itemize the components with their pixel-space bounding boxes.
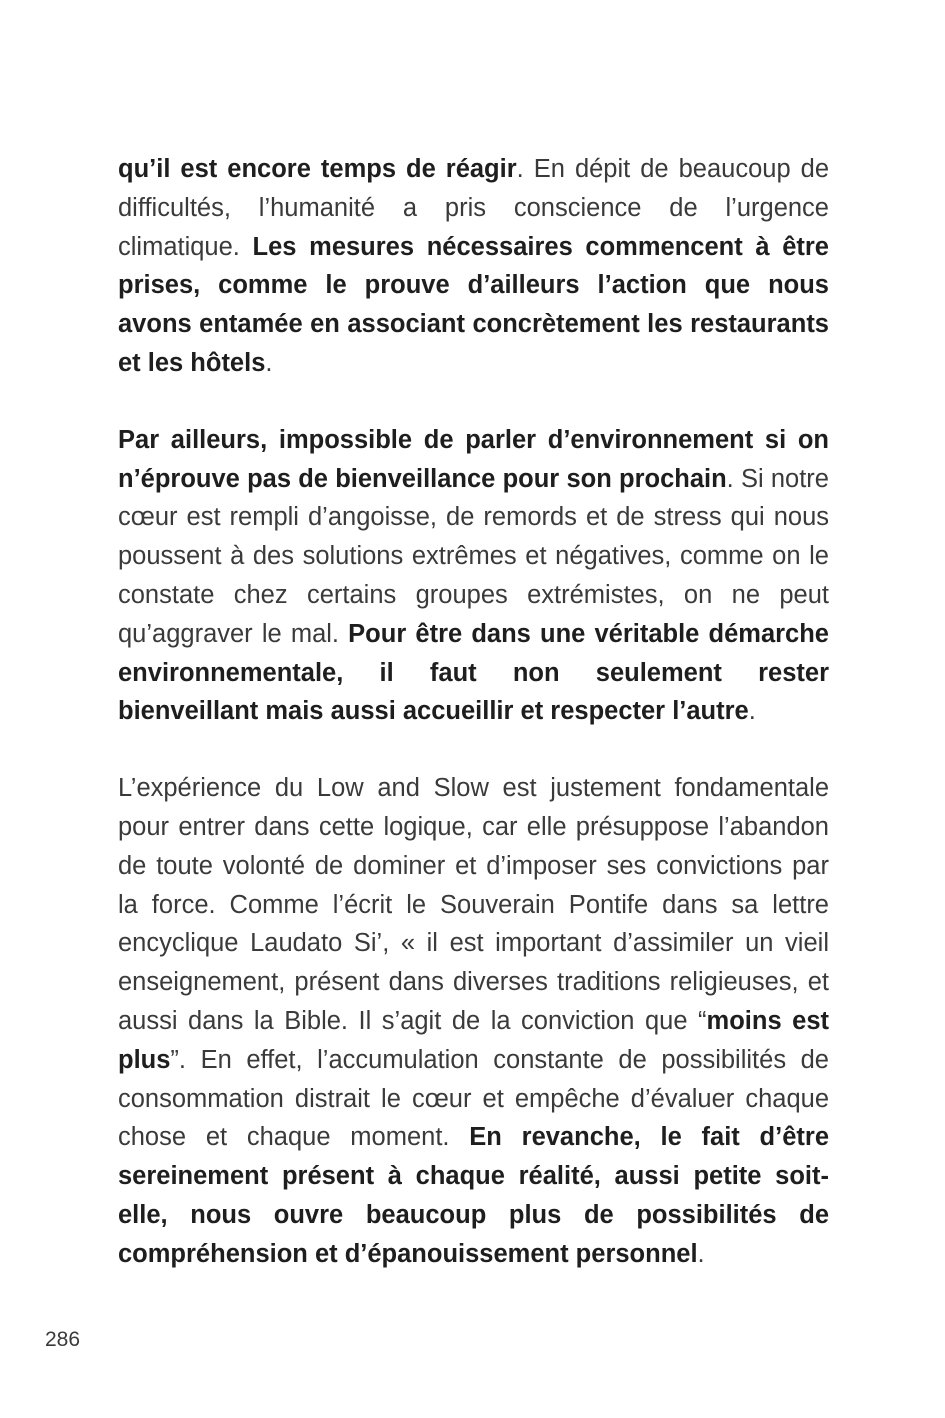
bold-segment: Les mesures nécessaires commencent à être prises, comme le prouve d’ailleurs l’action que nous avons entamée en associant concrètement les restaurants et les hôtels bbox=[118, 232, 829, 377]
text-segment: ”. En effet, l’accumulation constante de possibilités de consommation distrait le cœur et empêche d’évaluer chaque chose et chaque moment. bbox=[118, 1045, 829, 1152]
bold-segment: qu’il est encore temps de réagir bbox=[118, 155, 517, 183]
paragraph-1 bbox=[118, 150, 829, 383]
bold-segment: Par ailleurs, impossible de parler d’environnement si on n’éprouve pas de bienveillance pour son prochain bbox=[118, 425, 829, 493]
bold-segment: Pour être dans une véritable démarche environnementale, il faut non seulement rester bienveillant mais aussi accueillir et respecter l’autre bbox=[118, 619, 829, 726]
page-number: 286 bbox=[45, 1328, 81, 1351]
text-segment: . Si notre cœur est rempli d’angoisse, de remords et de stress qui nous poussent à des solutions extrêmes et négatives, comme on le constate chez certains groupes extrémistes, on ne peut qu’aggraver le mal. bbox=[118, 464, 829, 648]
text-segment: . bbox=[697, 1239, 705, 1268]
text-segment: L’expérience du Low and Slow est justement fondamentale pour entrer dans cette logique, car elle présuppose l’abandon de toute volonté de dominer et d’imposer ses convictions par la force. Comme l’écrit le Souverain Pontife dans sa lettre encyclique Laudato Si’, « il est important d’assimiler un vieil enseignement, présent dans diverses traditions religieuses, et aussi dans la Bible. Il s’agit de la conviction que “ bbox=[118, 774, 829, 1035]
text-segment: . bbox=[748, 697, 756, 726]
body-text bbox=[118, 150, 829, 1312]
text-segment: . En dépit de beaucoup de difficultés, l’humanité a pris conscience de l’urgence climatique. bbox=[118, 155, 830, 261]
bold-segment: En revanche, le fait d’être sereinement présent à chaque réalité, aussi petite soit-elle, nous ouvre beaucoup plus de possibilités de compréhension et d’épanouissement personnel bbox=[118, 1123, 829, 1268]
paragraph-3 bbox=[118, 769, 829, 1273]
bold-segment: moins est plus bbox=[118, 1006, 829, 1074]
paragraph-2 bbox=[118, 421, 829, 731]
text-segment: . bbox=[265, 348, 273, 377]
